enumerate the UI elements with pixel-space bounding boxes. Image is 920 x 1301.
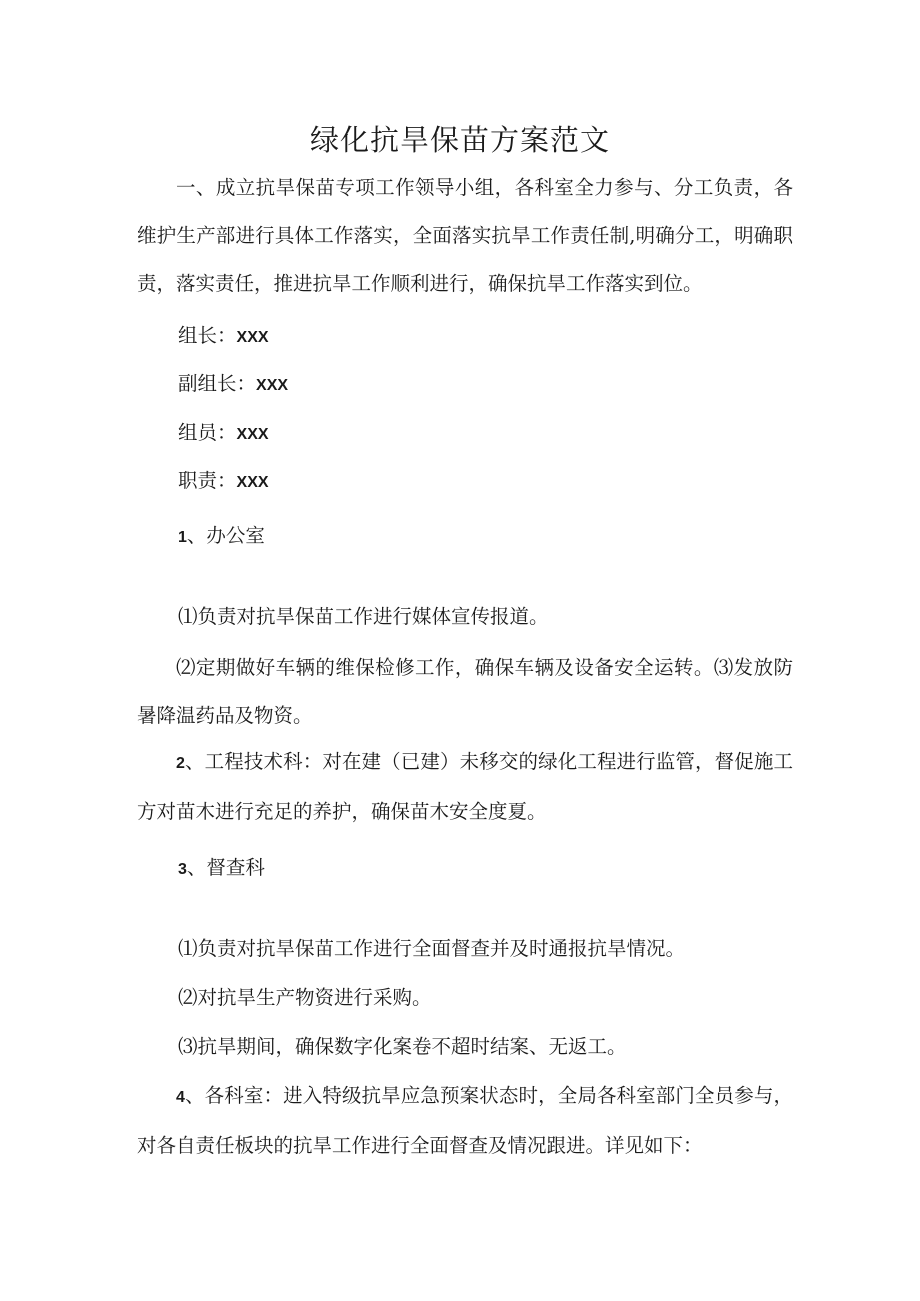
role-label: 职责： [178,469,237,492]
document-title: 绿化抗旱保苗方案范文 [309,123,610,157]
section-2-paragraph [137,738,793,836]
section-1-item-2: ⑵定期做好车辆的维保检修工作，确保车辆及设备安全运转。⑶发放防暑降温药品及物资。 [137,656,793,727]
role-value: XXX [236,426,269,443]
section-text: 、各科室：进入特级抗旱应急预案状态时，全局各科室部门全员参与，对各自责任板块的抗旱工作进行全面督查及情况跟进。详见如下： [137,1084,793,1157]
role-member [178,418,269,450]
role-label: 副组长： [178,372,257,395]
role-value: XXX [256,377,289,394]
section-heading-text: 、办公室 [186,524,265,547]
role-leader [178,321,269,353]
section-3-heading [178,853,265,885]
role-value: XXX [236,474,269,491]
role-value: XXX [236,329,269,346]
section-number: 1 [178,529,187,546]
section-1-heading [178,521,265,553]
intro-paragraph: 一、成立抗旱保苗专项工作领导小组，各科室全力参与、分工负责，各维护生产部进行具体工作落实，全面落实抗旱工作责任制,明确分工，明确职责，落实责任，推进抗旱工作顺利进行，确保抗旱工作落实到位。 [137,176,793,295]
role-label: 组员： [178,421,237,444]
section-3-item-3: ⑶抗旱期间，确保数字化案卷不超时结案、无返工。 [178,1035,627,1058]
section-number: 2 [176,755,185,772]
role-duty [178,466,269,498]
section-text: 、工程技术科：对在建（已建）未移交的绿化工程进行监管，督促施工方对苗木进行充足的养护，确保苗木安全度夏。 [137,750,793,823]
section-4-paragraph [137,1072,793,1170]
section-1-item-1: ⑴负责对抗旱保苗工作进行媒体宣传报道。 [178,605,549,628]
section-3-item-2: ⑵对抗旱生产物资进行采购。 [178,986,432,1009]
section-number: 3 [178,861,187,878]
role-label: 组长： [178,324,237,347]
section-number: 4 [176,1089,185,1106]
section-3-item-1: ⑴负责对抗旱保苗工作进行全面督查并及时通报抗旱情况。 [178,937,686,960]
section-heading-text: 、督查科 [186,856,265,879]
role-deputy-leader [178,369,288,401]
